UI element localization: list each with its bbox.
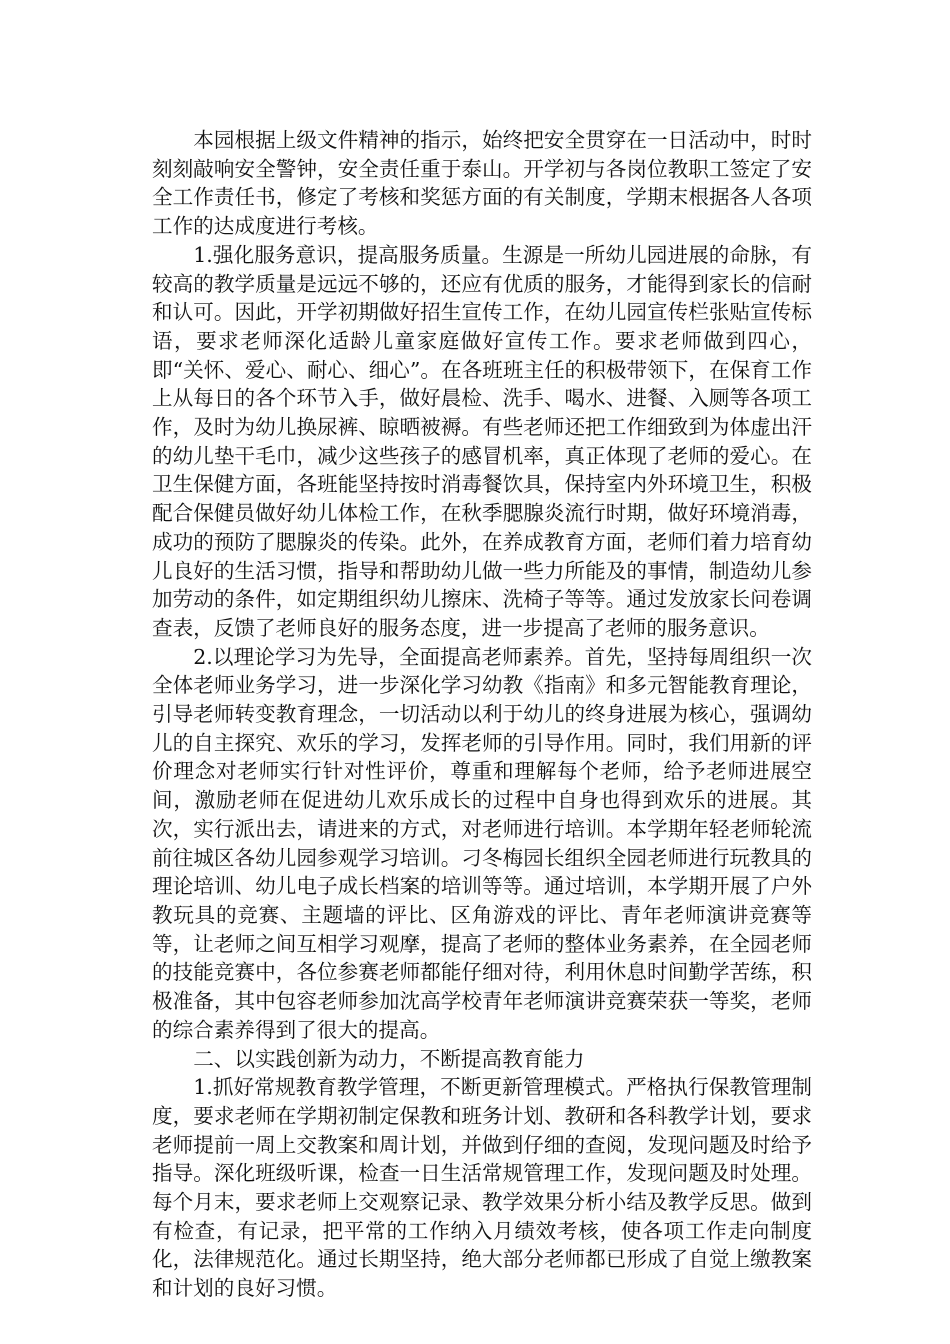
paragraph-safety: 本园根据上级文件精神的指示，始终把安全贯穿在一日活动中，时时刻刻敲响安全警钟，安全责任重于泰山。开学初与各岗位教职工签定了安全工作责任书，修定了考核和奖惩方面的有关制度，学期末根据各人各项工作的达成度进行考核。 (152, 128, 812, 239)
section-heading-practice-innovation: 二、以实践创新为动力，不断提高教育能力 (193, 1046, 585, 1071)
paragraph-routine-management: 1.抓好常规教育教学管理，不断更新管理模式。严格执行保教管理制度，要求老师在学期初制定保教和班务计划、教研和各科教学计划，要求老师提前一周上交教案和周计划，并做到仔细的查阅，发现问题及时给予指导。深化班级听课，检查一日生活常规管理工作，发现问题及时处理。每个月末，要求老师上交观察记录、教学效果分析小结及教学反思。做到有检查，有记录，把平常的工作纳入月绩效考核，使各项工作走向制度化，法律规范化。通过长期坚持，绝大部分老师都已形成了自觉上缴教案和计划的良好习惯。 (152, 1075, 812, 1301)
document-body (152, 126, 812, 1303)
paragraph-theory-learning: 2.以理论学习为先导，全面提高老师素养。首先，坚持每周组织一次全体老师业务学习，进一步深化学习幼教《指南》和多元智能教育理论，引导老师转变教育理念，一切活动以利于幼儿的终身进展为核心，强调幼儿的自主探究、欢乐的学习，发挥老师的引导作用。同时，我们用新的评价理念对老师实行针对性评价，尊重和理解每个老师，给予老师进展空间，激励老师在促进幼儿欢乐成长的过程中自身也得到欢乐的进展。其次，实行派出去，请进来的方式，对老师进行培训。本学期年轻老师轮流前往城区各幼儿园参观学习培训。刁冬梅园长组织全园老师进行玩教具的理论培训、幼儿电子成长档案的培训等等。通过培训，本学期开展了户外教玩具的竞赛、主题墙的评比、区角游戏的评比、青年老师演讲竞赛等等，让老师之间互相学习观摩，提高了老师的整体业务素养，在全园老师的技能竞赛中，各位参赛老师都能仔细对待，利用休息时间勤学苦练，积极准备，其中包容老师参加沈高学校青年老师演讲竞赛荣获一等奖，老师的综合素养得到了很大的提高。 (152, 644, 812, 1042)
paragraph-service-quality: 1.强化服务意识，提高服务质量。生源是一所幼儿园进展的命脉，有较高的教学质量是远远不够的，还应有优质的服务，才能得到家长的信耐和认可。因此，开学初期做好招生宣传工作，在幼儿园宣传栏张贴宣传标语，要求老师深化适龄儿童家庭做好宣传工作。要求老师做到四心，即“关怀、爱心、耐心、细心”。在各班班主任的积极带领下，在保育工作上从每日的各个环节入手，做好晨检、洗手、喝水、进餐、入厕等各项工作，及时为幼儿换尿裤、晾晒被褥。有些老师还把工作细致到为体虚出汗的幼儿垫干毛巾，减少这些孩子的感冒机率，真正体现了老师的爱心。在卫生保健方面，各班能坚持按时消毒餐饮具，保持室内外环境卫生，积极配合保健员做好幼儿体检工作，在秋季腮腺炎流行时期，做好环境消毒，成功的预防了腮腺炎的传染。此外，在养成教育方面，老师们着力培育幼儿良好的生活习惯，指导和帮助幼儿做一些力所能及的事情，制造幼儿参加劳动的条件，如定期组织幼儿擦床、洗椅子等等。通过发放家长问卷调查表，反馈了老师良好的服务态度，进一步提高了老师的服务意识。 (152, 242, 812, 640)
